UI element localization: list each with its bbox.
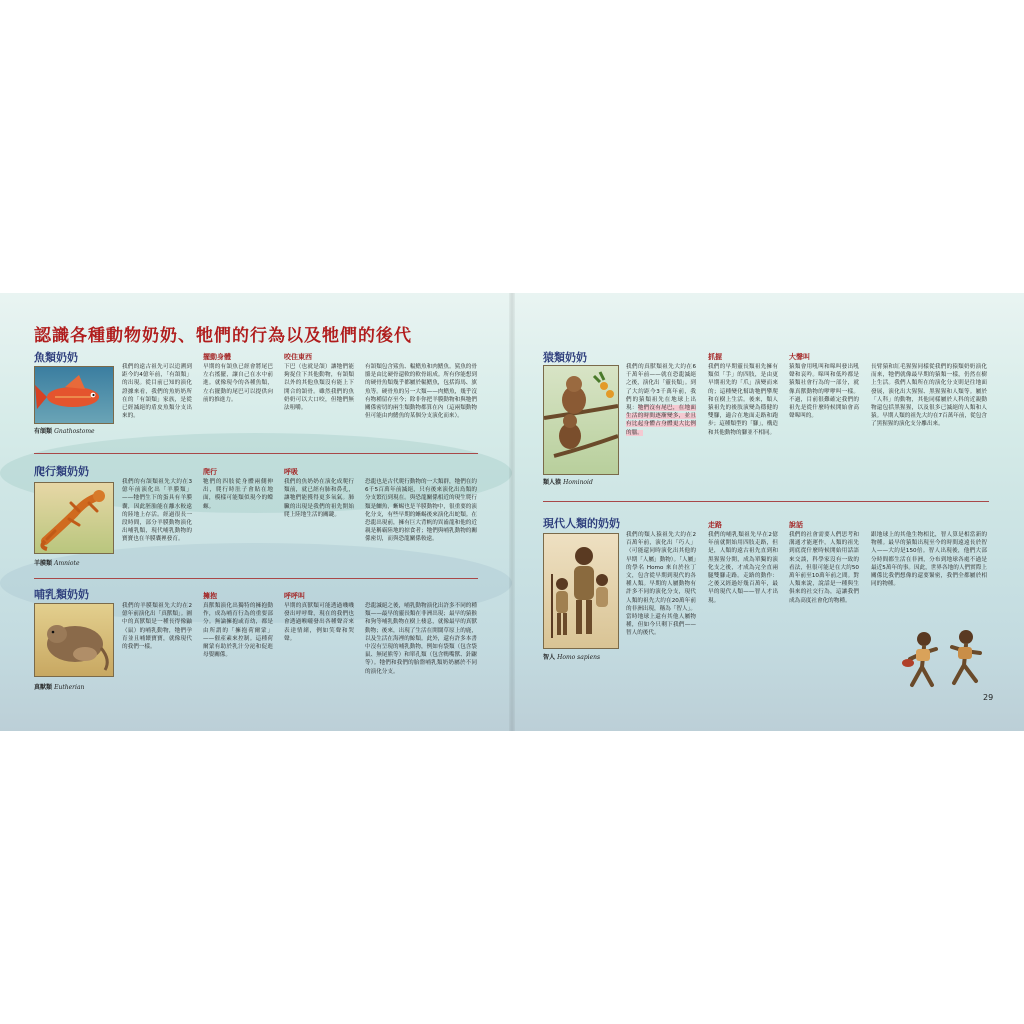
human-col3-text: 跟地球上的其他生物相比，智人算是相當新的物種。最早的猿類出現至今的時間遠遠長於智人——大約是150倍。智人出現後，他們大部分時間都生活在非洲，分布到地球各處不過是最近5萬年的事。因此，世界各地的人們實際上關係比我們想像的還要緊密，我們全都屬於相同的物種。 <box>871 532 987 588</box>
mammal-intro: 我們的羊膜類祖先大約在2億年前演化出「真獸類」。圖中的真獸類是一種長得像鼬（鼠）的哺乳動物，牠們孕育並且哺餵寶寶，就像現代的我們一樣。 <box>122 603 192 651</box>
ape-col3-text: 長臂猿和紅毛猩猩同樣從我們的猿類奶奶演化而來，牠們就像最早期的猿類一樣，仍然在樹上生活。我們人類所在的演化分支則是往地面發展，演化出大猩猩、黑猩猩和人類等。屬於「人科」的動物，其他同樣屬於人科的近親動物還包括黑猩猩，以及很多已滅絕的人類和人猿。早期人類的祖先大約在7百萬年前，從包含了黑猩猩的演化支分離出來。 <box>871 364 987 428</box>
caption-zh: 智人 <box>543 654 556 661</box>
subheading-walk: 走路 <box>708 521 722 529</box>
caption-hominoid <box>543 477 593 486</box>
fish-col3-text: 有頜類包含鯊魚、輻鰭魚和肉鰭魚。鯊魚的骨骼是由比硬骨還軟的軟骨組成。所有你能想到的硬骨魚類幾乎都屬於輻鰭魚，包括海馬、旗魚等。硬骨魚的另一大類——肉鰭魚，幾乎沒有物種留存至今；除非你把羊膜動物和與牠們關係密切的兩生類動物都算在內（這兩類動物但可能由肉鰭魚的某個分支演化而來）。 <box>365 364 477 420</box>
fish-col1-text: 早期的有頜魚已經會將尾巴左右搖擺，讓自己在水中前進。就像現今的各種魚類，左右擺動的尾巴可以提供向前的推進力。 <box>203 364 273 403</box>
caption-amniote <box>34 558 80 567</box>
caption-latin: Amniote <box>54 560 80 567</box>
page-gutter <box>509 293 515 731</box>
hominoid-illustration <box>543 365 619 475</box>
homo-sapiens-illustration <box>543 533 619 649</box>
subheading-swim: 擺動身體 <box>203 353 231 361</box>
subheading-crawl: 爬行 <box>203 468 217 476</box>
amniote-illustration <box>34 482 114 554</box>
fish-col2-text: 下巴（也就是頜）讓牠們能夠捉住下其他動物，有頜類以外的其他魚類沒有能上下開合的頜骨。雖然我們的魚奶奶可以大口咬，但牠們無法咀嚼。 <box>284 364 354 412</box>
human-col2-text: 我們的社會需要人們思考和溝通才能運作，人類的祖先到底從什麼時候開始用話語來交談，科學家沒有一致的看法，但很可能是在大約50萬年前至10萬年前之間。對人類來說，說話是一種與生俱來的社交行為，這讓我們成為高度社會化的物種。 <box>789 532 859 604</box>
reptile-col1-text: 牠們的四肢從身體兩側伸出，爬行時肚子會貼在地面，模樣可能類似現今的蠑螈。 <box>203 479 273 510</box>
caption-homo-sapiens <box>543 652 600 661</box>
reptile-col2-text: 我們的魚奶奶在演化成爬行類前，就已經有肺和鼻孔，讓牠們能獲得更多氧氣。肺臟的出現是我們的祖先開始爬上陸地生活的關鍵。 <box>284 479 354 518</box>
human-col1-text: 我們的哺乳類祖先早在2億年前就開始用四肢走路，但是，人類的遠古祖先直到和黑猩猩分開，成為單獨的演化支之後，才成為完全直兩腿雙腳走路。走路的動作：之後又經過好幾百萬年，最早的現代人類——智人才出現。 <box>708 532 778 604</box>
row-divider <box>34 453 478 454</box>
mammal-col3-text: 恐龍滅絕之後，哺乳動物演化出許多不同的種類——最早的靈長類在非洲出現；最早的猿猴和狗等哺乳動物在樹上棲息，就像最早的真獸動物；後來，出現了生活在開闊草原上的鹿，以及生活在海裡的鯨類。此外，還有許多本書中沒有呈現的哺乳動物，例如有袋類（包含袋鼠、無尾熊等）和單孔類（包含鴨嘴獸、針鼴等）。牠們和我們的胎盤哺乳類奶奶屬於不同的演化分支。 <box>365 603 477 675</box>
ape-col1-text: 我們的早期靈長類祖先擁有類似「手」的四肢，是由更早期祖先的「爪」演變而來的；這種變化幫助牠們攀爬和在樹上生活。後來，類人猿祖先的後肢演變為穩健的雙腳，適合在地面走路和跑步；這種類型的「腳」，構造和其他動物的腳並不相同。 <box>708 364 778 436</box>
ape-intro-text: 我們的真獸類祖先大約在6千萬年前——就在恐龍滅絕之後，演化出「靈長類」。到了大約距今3千萬年前，我們的猿類祖先在地球上出現： <box>626 364 696 412</box>
subheading-grasp: 抓握 <box>708 353 722 361</box>
caption-latin: Eutherian <box>54 684 85 691</box>
page-title: 認識各種動物奶奶、牠們的行為以及牠們的後代 <box>34 326 412 346</box>
fish-intro: 我們的遠古祖先可以追溯到距今約4億年前，「有頜類」的出現。從目前已知的演化證據來看，我們的魚奶奶所在的「有頜類」家族，是從已經滅絕的盾皮魚類分支出來的。 <box>122 364 192 420</box>
subheading-hug: 擁抱 <box>203 592 217 600</box>
subheading-speak: 說話 <box>789 521 803 529</box>
reptile-intro: 我們的有頜類祖先大約在3億年前演化出「羊膜類」——牠們生下的蛋具有羊膜囊，因此胚胎能在離水較遠的陸地上存活。經過很長一段時間，部分羊膜動物演化出哺乳類，現代哺乳動物的寶寶也在羊膜囊裡發育。 <box>122 479 192 543</box>
caption-zh: 羊膜類 <box>34 560 53 567</box>
subheading-bite: 咬住東西 <box>284 353 312 361</box>
mammal-col1-text: 真獸類演化出獨特的擁抱動作，成為哺育行為的重要部分。無論擁抱或育幼，都是由所謂的「擁抱荷爾蒙」——催產素來控制。這種荷爾蒙有助於乳汁分泌和促進母嬰關係。 <box>203 603 273 659</box>
human-intro: 我們的類人猿祖先大約在2百萬年前，演化出「巧人」（可能還同時演化出其他的早期「人屬」動物）。「人屬」的學名 Homo 來自於拉丁文，包含從早期到現代的各種人類。早期的人屬動物有許多不同的演化分支，現代人類的祖先大約在20萬年前的非洲出現，稱為「智人」。當時地球上還有其他人屬物種，但如今只剩下我們——智人的後代。 <box>626 532 696 637</box>
caption-latin: Gnathostome <box>54 428 95 435</box>
subheading-breathe: 呼吸 <box>284 468 298 476</box>
ape-col2-text: 猿類會用吼叫和嗥叫發出吼聲和哀吟。嗥叫和低吟都是猿類社會行為的一部分，就像真獸動物的咿咿叫一樣。不過，目前很難確定我們的祖先是從什麼時候開始會高聲嗥叫的。 <box>789 364 859 420</box>
caption-gnathostome <box>34 426 95 435</box>
children-running-illustration <box>896 623 992 699</box>
subheading-shout: 大聲叫 <box>789 353 810 361</box>
mammal-col2-text: 早期的真獸類可能透過嘰嘰發出呼呼聲，現在的我們也會透過喉嚨發出各種聲音來表達情緒，例如笑聲和哭聲。 <box>284 603 354 642</box>
row-divider <box>34 578 478 579</box>
caption-zh: 類人猿 <box>543 479 562 486</box>
ape-intro-highlight: 牠們沒有尾巴，在地面生活的時間逐漸變多，並且有比起身體占身體更大比例的腦。 <box>626 405 696 436</box>
row-divider <box>543 501 989 502</box>
fish-illustration <box>34 366 114 424</box>
eutherian-illustration <box>34 603 114 677</box>
caption-zh: 有頜類 <box>34 428 53 435</box>
caption-latin: Homo sapiens <box>557 654 601 661</box>
section-heading-mammal: 哺乳類奶奶 <box>34 588 89 601</box>
caption-eutherian <box>34 682 84 691</box>
caption-zh: 真獸類 <box>34 684 53 691</box>
section-heading-reptile: 爬行類奶奶 <box>34 465 89 478</box>
page-number: 29 <box>983 693 994 702</box>
subheading-call: 呼呼叫 <box>284 592 305 600</box>
section-heading-human: 現代人類的奶奶 <box>543 517 620 530</box>
section-heading-fish: 魚類奶奶 <box>34 351 78 364</box>
section-heading-ape: 猿類奶奶 <box>543 351 587 364</box>
caption-latin: Hominoid <box>563 479 593 486</box>
reptile-col3-text: 恐龍也是古代爬行動物的一大類群，牠們在約6千5百萬年前滅絕，只有後來演化出鳥類的分支繁衍到現在。與恐龍關係相近的現生爬行類是鱷魚，蜥蜴也是羊膜動物中，很重要的演化分支，有些早期的蜥蜴後來演化出蛇類。在恐龍出現前，擁有巨大背帆的異齒龍和他的近親是稱霸陸地的掠食者；牠們與哺乳動物的關係密切，而與恐龍關係較遠。 <box>365 479 477 543</box>
ape-intro <box>626 363 696 437</box>
book-spread <box>0 293 1024 731</box>
